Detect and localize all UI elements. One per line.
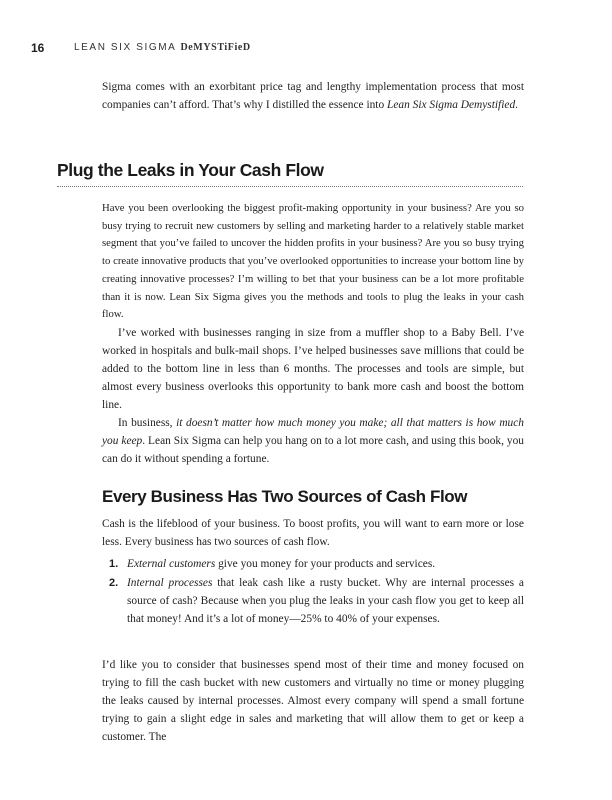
intro-text-a: Sigma comes with an exorbitant price tag and lengthy implementation process that most companies can’t afford. That’s why I distilled the essence into	[102, 81, 524, 111]
section1-body	[102, 200, 524, 468]
book-title: LEAN SIX SIGMA	[74, 42, 177, 53]
p3-italic: it doesn’t matter how much money you make; all that matters is how much you keep	[102, 416, 524, 447]
page-number: 16	[31, 41, 45, 55]
list-number: 1.	[109, 558, 119, 570]
section1-paragraph-1: Have you been overlooking the biggest profit-making opportunity in your business? Are you so busy trying to recruit new customers by selling and marketing harder to a relatively stable market segment that you’ve failed to uncover the hidden profits in your business? Are you so busy trying to create innovative products that you’ve overlooked opportunities to increase your bottom line by creating innovative processes? I’m willing to bet that your business can be a lot more profitable than it is now. Lean Six Sigma gives you the methods and tools to plug the leaks in your cash flow.	[102, 202, 524, 321]
book-title-suffix: DeMYSTiFieD	[180, 42, 251, 53]
heading-divider	[57, 186, 523, 187]
list-item-term: External customers	[127, 558, 216, 570]
list-item	[102, 574, 524, 628]
p3-text-a: In business,	[118, 416, 177, 429]
section1-paragraph-3	[102, 414, 524, 468]
section2-paragraph-1: Cash is the lifeblood of your business. To boost profits, you will want to earn more or lose less. Every business has two sources of cash flow.	[102, 518, 524, 548]
p3-text-b: . Lean Six Sigma can help you hang on to a lot more cash, and using this book, you can do it without spending a fortune.	[102, 434, 524, 465]
list-number: 2.	[109, 577, 119, 589]
running-head-title	[74, 42, 251, 53]
intro-book-title: Lean Six Sigma Demystified	[387, 99, 516, 111]
intro-text-b: .	[515, 99, 518, 111]
cash-sources-list	[102, 555, 524, 629]
section2-paragraph-2: I’d like you to consider that businesses spend most of their time and money focused on trying to fill the cash bucket with new customers and virtually no time or money plugging the leaks caused by internal processes. Almost every company will spend a small fortune trying to gain a slight edge in sales and marketing that will allow them to get or keep a customer. The	[102, 659, 524, 743]
list-item-term: Internal processes	[127, 577, 213, 589]
list-item-text: that leak cash like a rusty bucket. Why are internal processes a source of cash? Because when you plug the leaks in your cash flow you get to keep all that money! And it’s a lot of money—25% to 40% of your expenses.	[127, 577, 524, 625]
section1-paragraph-2: I’ve worked with businesses ranging in size from a muffler shop to a Baby Bell. I’ve worked in hospitals and bulk-mail shops. I’ve helped businesses save millions that could be added to the bottom line in less than 6 months. The processes and tools are simple, but almost every business overlooks this opportunity to bank more cash and boost the bottom line.	[102, 326, 524, 411]
list-item	[102, 555, 524, 573]
list-item-text: give you money for your products and services.	[215, 558, 436, 570]
intro-paragraph	[102, 78, 524, 114]
section-heading-two-sources: Every Business Has Two Sources of Cash Flow	[102, 487, 468, 506]
section-heading-cash-flow: Plug the Leaks in Your Cash Flow	[57, 160, 324, 180]
